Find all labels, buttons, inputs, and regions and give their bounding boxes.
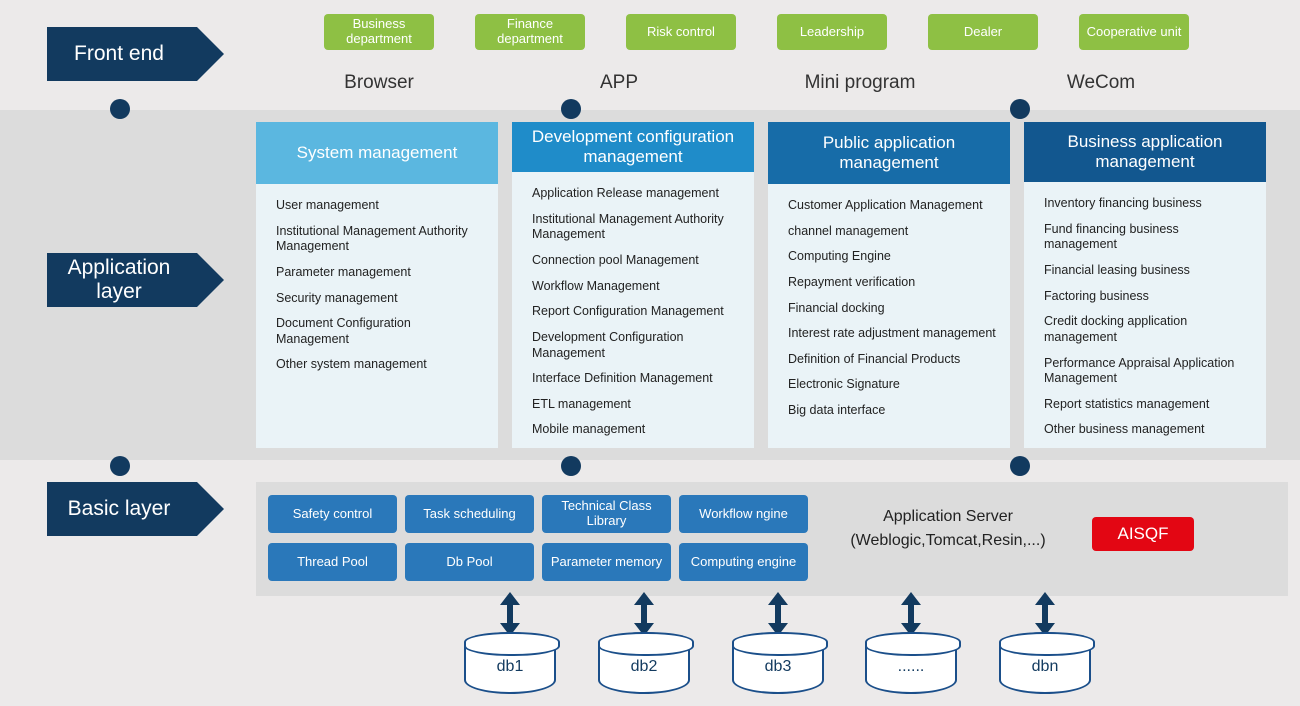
chip-label: Technical Class Library	[561, 498, 652, 528]
list-item: Repayment verification	[788, 274, 916, 289]
application-server-line1: Application Server	[883, 508, 1013, 525]
list-item: Document Configuration Management	[276, 316, 411, 346]
list-item: Mobile management	[532, 422, 646, 437]
role-pill-label: Risk control	[647, 23, 715, 39]
app-column-items	[1024, 182, 1266, 448]
chip-label: Db Pool	[446, 553, 493, 569]
database-ellipsis	[865, 632, 957, 694]
list-item: Institutional Management Authority Management	[276, 223, 468, 254]
basic-chip-parameter-memory[interactable]	[542, 543, 671, 581]
double-arrow-icon	[900, 592, 922, 636]
list-item: ETL management	[532, 396, 631, 411]
basic-chip-technical-class-library[interactable]	[542, 495, 671, 533]
list-item: Inventory financing business	[1044, 196, 1202, 211]
app-column-business-application-management	[1024, 122, 1266, 448]
app-column-items	[512, 172, 754, 448]
connector-dot	[561, 456, 581, 476]
basic-chip-computing-engine[interactable]	[679, 543, 808, 581]
basic-layer-label-text: Basic layer	[67, 496, 171, 520]
application-server-text	[820, 505, 1076, 553]
list-item: Definition of Financial Products	[788, 351, 961, 366]
double-arrow-icon	[633, 592, 655, 636]
database-dbn	[999, 632, 1091, 694]
list-item: Connection pool Management	[532, 253, 699, 267]
list-item: Report statistics management	[1044, 396, 1210, 411]
role-pill-leadership[interactable]	[777, 14, 887, 50]
basic-layer-label	[47, 482, 197, 536]
chip-label: Safety control	[292, 505, 373, 521]
channel-wecom: WeCom	[1066, 72, 1136, 93]
basic-chip-db-pool[interactable]	[405, 543, 534, 581]
basic-chip-safety-control[interactable]	[268, 495, 397, 533]
list-item: Electronic Signature	[788, 377, 900, 392]
database-db2	[598, 632, 690, 694]
role-pill-label: Business department	[346, 16, 412, 46]
list-item: Application Release management	[532, 186, 719, 201]
list-item: Other system management	[276, 357, 427, 372]
double-arrow-icon	[767, 592, 789, 636]
app-column-header: Public application management	[768, 122, 1010, 184]
database-db1	[464, 632, 556, 694]
chip-label: Computing engine	[690, 553, 797, 569]
chip-label: Workflow ngine	[699, 505, 788, 521]
list-item: Institutional Management Authority Management	[532, 211, 724, 242]
connector-dot	[561, 99, 581, 119]
database-label: dbn	[1031, 658, 1059, 675]
app-column-items	[256, 184, 498, 383]
role-pill-risk-control[interactable]	[626, 14, 736, 50]
application-layer-label-text: Application layer	[67, 255, 171, 303]
application-layer-label	[47, 253, 197, 307]
basic-chip-task-scheduling[interactable]	[405, 495, 534, 533]
list-item: Customer Application Management	[788, 198, 983, 212]
basic-chip-thread-pool[interactable]	[268, 543, 397, 581]
database-db3	[732, 632, 824, 694]
list-item: Computing Engine	[788, 249, 891, 264]
front-end-label	[47, 27, 197, 81]
basic-chip-workflow-engine[interactable]	[679, 495, 808, 533]
list-item: Fund financing business management	[1044, 221, 1179, 252]
chip-label: Thread Pool	[297, 553, 368, 569]
role-pill-cooperative-unit[interactable]	[1079, 14, 1189, 50]
connector-dot	[1010, 99, 1030, 119]
connector-dot	[110, 99, 130, 119]
list-item: Interface Definition Management	[532, 371, 713, 386]
role-pill-label: Leadership	[799, 23, 865, 39]
list-item: channel management	[788, 223, 909, 238]
double-arrow-icon	[499, 592, 521, 636]
list-item: Interest rate adjustment management	[788, 326, 996, 341]
app-column-header: Business application management	[1024, 122, 1266, 182]
app-column-header: System management	[256, 122, 498, 184]
connector-dot	[110, 456, 130, 476]
chip-label: Parameter memory	[550, 553, 663, 569]
database-label: db2	[630, 658, 658, 675]
list-item: Big data interface	[788, 403, 886, 417]
application-server-line2: (Weblogic,Tomcat,Resin,...)	[850, 532, 1046, 549]
database-label: ......	[897, 658, 925, 675]
role-pill-label: Cooperative unit	[1086, 23, 1182, 39]
database-label: db1	[496, 658, 524, 675]
list-item: Financial leasing business	[1044, 263, 1190, 277]
role-pill-business-department[interactable]	[324, 14, 434, 50]
database-label: db3	[764, 658, 792, 675]
channel-browser: Browser	[344, 72, 414, 93]
list-item: Development Configuration Management	[532, 329, 684, 360]
app-column-items	[768, 184, 1010, 429]
list-item: Workflow Management	[532, 278, 660, 293]
channel-mini-program: Mini program	[804, 72, 916, 93]
app-column-public-application-management	[768, 122, 1010, 448]
double-arrow-icon	[1034, 592, 1056, 636]
chip-label: Task scheduling	[423, 505, 516, 521]
list-item: User management	[276, 198, 379, 212]
connector-dot	[1010, 456, 1030, 476]
aisqf-badge-label: AISQF	[1117, 524, 1169, 543]
list-item: Parameter management	[276, 264, 411, 279]
role-pill-finance-department[interactable]	[475, 14, 585, 50]
role-pill-label: Dealer	[963, 23, 1003, 39]
list-item: Credit docking application management	[1044, 314, 1188, 344]
list-item: Other business management	[1044, 422, 1205, 437]
list-item: Factoring business	[1044, 288, 1149, 303]
list-item: Financial docking	[788, 300, 885, 315]
channel-app: APP	[599, 72, 639, 93]
app-column-system-management	[256, 122, 498, 448]
front-end-label-text: Front end	[74, 41, 164, 65]
list-item: Report Configuration Management	[532, 304, 724, 319]
list-item: Security management	[276, 290, 398, 305]
role-pill-dealer[interactable]	[928, 14, 1038, 50]
aisqf-badge	[1092, 517, 1194, 551]
app-column-header: Development configuration management	[512, 122, 754, 172]
app-column-development-configuration-management	[512, 122, 754, 448]
role-pill-label: Finance department	[497, 16, 563, 46]
list-item: Performance Appraisal Application Management	[1044, 355, 1235, 386]
